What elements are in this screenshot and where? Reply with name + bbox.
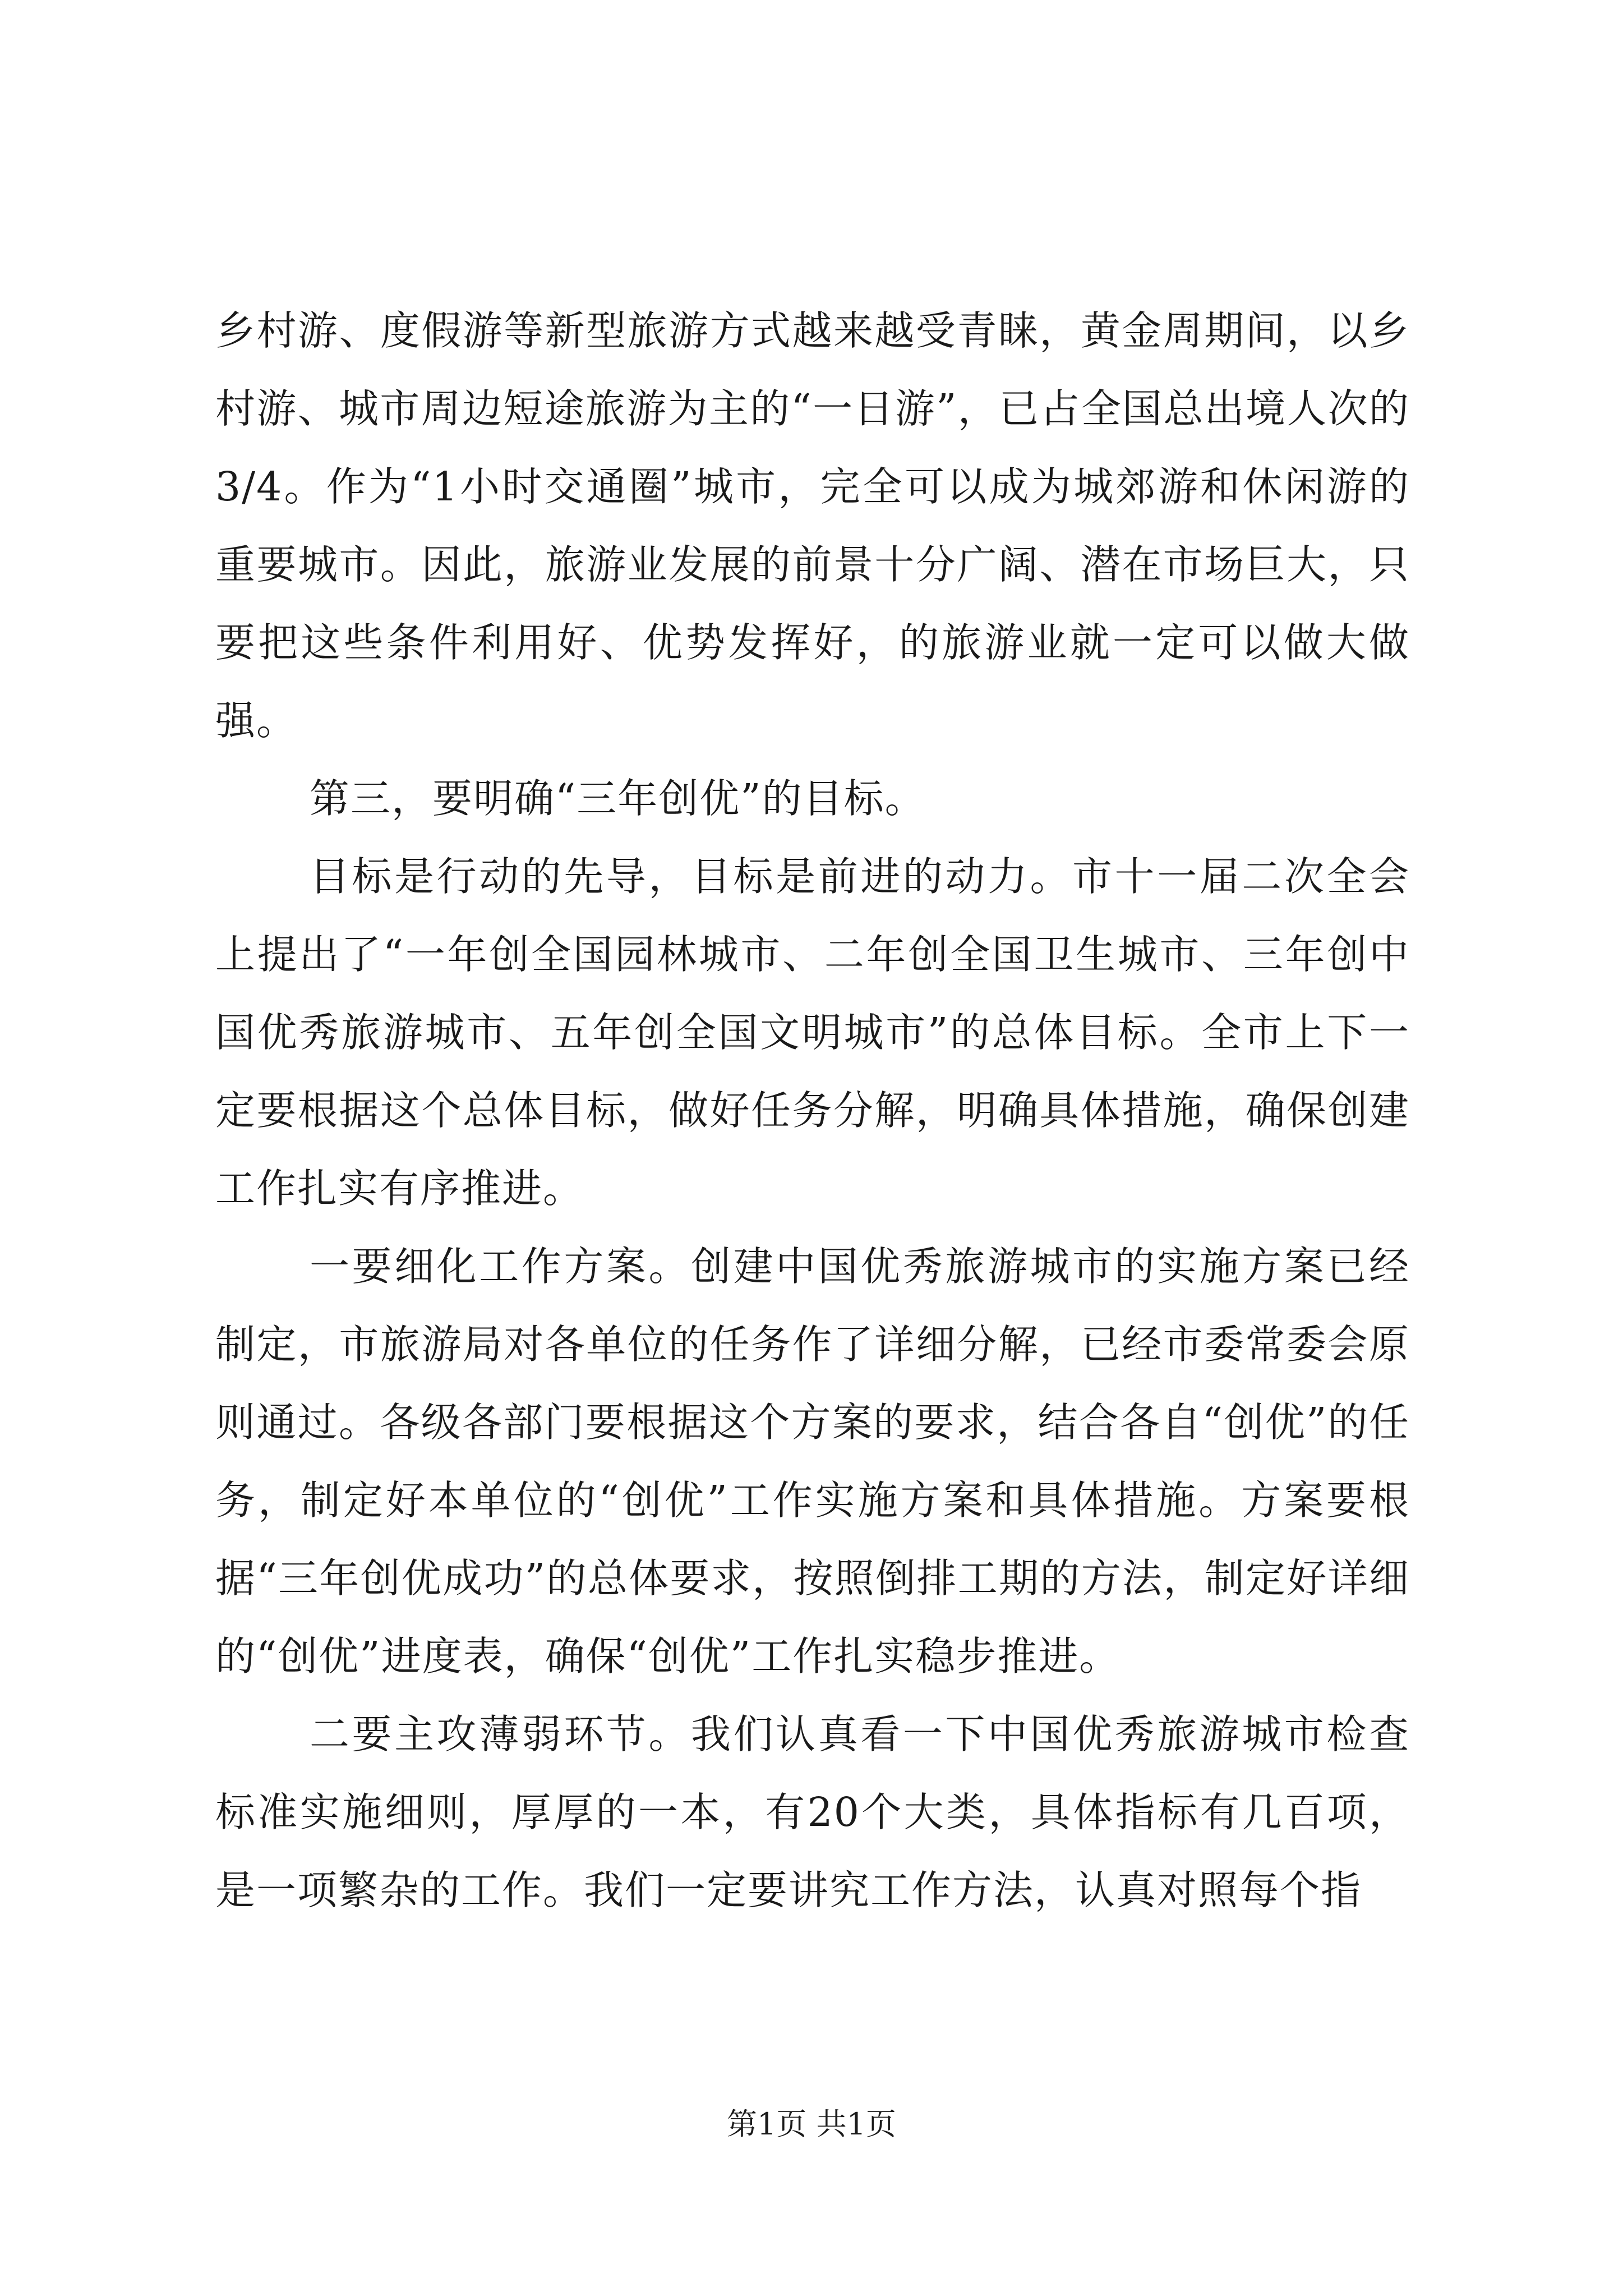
paragraph-5: 二要主攻薄弱环节。我们认真看一下中国优秀旅游城市检查标准实施细则，厚厚的一本，有20个大类，具体指标有几百项，是一项繁杂的工作。我们一定要讲究工作方法，认真对照每个指 bbox=[215, 1711, 1410, 1913]
document-body bbox=[215, 292, 1410, 1929]
paragraph-1: 乡村游、度假游等新型旅游方式越来越受青睐，黄金周期间，以乡村游、城市周边短途旅游为主的“一日游”，已占全国总出境人次的3/4。作为“1小时交通圈”城市，完全可以成为城郊游和休闲游的重要城市。因此，旅游业发展的前景十分广阔、潜在市场巨大，只要把这些条件利用好、优势发挥好，的旅游业就一定可以做大做强。 bbox=[215, 307, 1410, 744]
paragraph-2-heading: 第三，要明确“三年创优”的目标。 bbox=[310, 775, 926, 822]
paragraph-4: 一要细化工作方案。创建中国优秀旅游城市的实施方案已经制定，市旅游局对各单位的任务作了详细分解，已经市委常委会原则通过。各级各部门要根据这个方案的要求，结合各自“创优”的任务，制定好本单位的“创优”工作实施方案和具体措施。方案要根据“三年创优成功”的总体要求，按照倒排工期的方法，制定好详细的“创优”进度表，确保“创优”工作扎实稳步推进。 bbox=[215, 1243, 1410, 1680]
paragraph-3: 目标是行动的先导，目标是前进的动力。市十一届二次全会上提出了“一年创全国园林城市、二年创全国卫生城市、三年创中国优秀旅游城市、五年创全国文明城市”的总体目标。全市上下一定要根据这个总体目标，做好任务分解，明确具体措施，确保创建工作扎实有序推进。 bbox=[215, 853, 1410, 1212]
page-footer: 第1页 共1页 bbox=[727, 2106, 896, 2142]
